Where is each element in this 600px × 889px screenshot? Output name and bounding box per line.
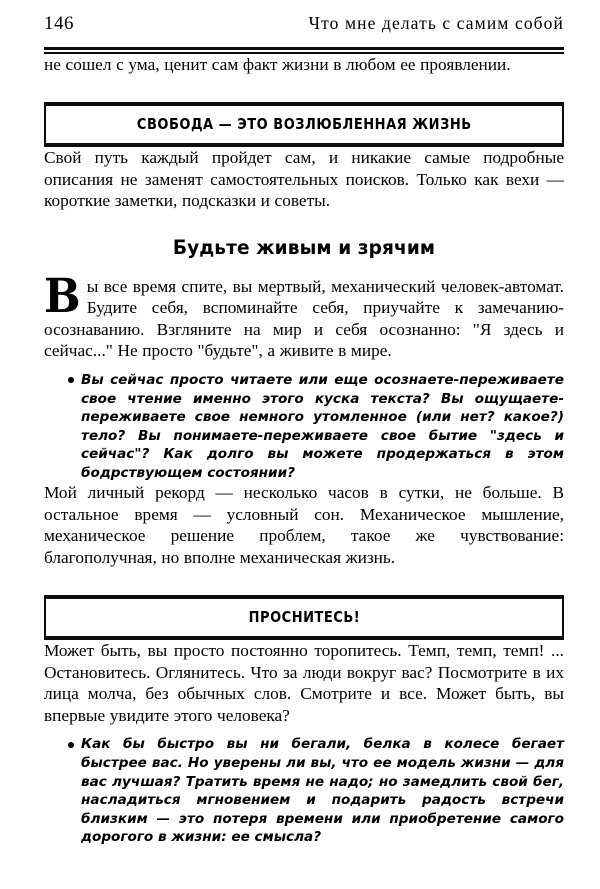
list-item xyxy=(44,371,564,483)
boxed-heading-wake-up xyxy=(44,595,564,640)
paragraph-maybe-hurrying: Может быть, вы просто постоянно торопитесь. Темп, темп, темп! ... Остановитесь. Оглянитесь. Что за люди вокруг вас? Посмотрите в их лица молча, без обычных слов. Смотрите и все. Может быть, вы впервые увидите этого человека? xyxy=(44,641,564,725)
list-item xyxy=(44,735,564,847)
boxed-heading-wake-up-label: ПРОСНИТЕСЬ! xyxy=(248,608,360,627)
page-number: 146 xyxy=(44,13,74,34)
bullet-text-awareness: Вы сейчас просто читаете или еще осознаете-переживаете свое чтение именно этого куска текста? Вы ощущаете-переживаете свое немного утомленное (или нет? какое?) тело? Вы понимаете-переживаете свое бытие "здесь и сейчас"? Как долго вы можете продержаться в этом бодрствующем состоянии? xyxy=(81,371,564,481)
running-head-title: Что мне делать с самим собой xyxy=(308,13,564,33)
section-heading-be-alive: Будьте живым и зрячим xyxy=(172,235,436,259)
page-content-column xyxy=(44,0,564,847)
boxed-heading-freedom-label: СВОБОДА — ЭТО ВОЗЛЮБЛЕННАЯ ЖИЗНЬ xyxy=(136,114,472,133)
bullet-dot-icon xyxy=(68,377,74,383)
drop-cap-letter: В xyxy=(44,268,81,324)
bullet-list-squirrel xyxy=(44,735,564,847)
bullet-dot-icon xyxy=(68,742,74,748)
paragraph-you-are-asleep: ы все время спите, вы мертвый, механический человек-автомат. Будите себя, вспоминайте себя, приучайте к замечанию-осознаванию. Взгляните на мир и себя осознанно: "Я здесь и сейчас..." Не просто "будьте", а живите в мире. xyxy=(44,276,564,361)
paragraph-own-path: Свой путь каждый пройдет сам, и никакие самые подробные описания не заменят самостоятельных поисков. Только как вехи — короткие заметки, подсказки и советы. xyxy=(44,148,564,210)
paragraph-intro: не сошел с ума, ценит сам факт жизни в любом ее проявлении. xyxy=(44,54,511,74)
bullet-list-awareness xyxy=(44,371,564,483)
paragraph-personal-record: Мой личный рекорд — несколько часов в сутки, не больше. В остальное время — условный сон. Механическое мышление, механическое решение проблем, такое же чувствование: благополучная, но вполне механическая жизнь. xyxy=(44,483,564,567)
dropcap-paragraph-block xyxy=(44,268,564,362)
running-header xyxy=(44,0,564,44)
bullet-text-squirrel: Как бы быстро вы ни бегали, белка в колесе бегает быстрее вас. Но уверены ли вы, что ее модель жизни — для вас лучшая? Тратить время не надо; но замедлить свой бег, насладиться мгновением и подарить радость встречи близким — это потеря времени или приобретение самого дорогого в жизни: ее смысла? xyxy=(81,736,564,846)
boxed-heading-freedom xyxy=(44,102,564,147)
